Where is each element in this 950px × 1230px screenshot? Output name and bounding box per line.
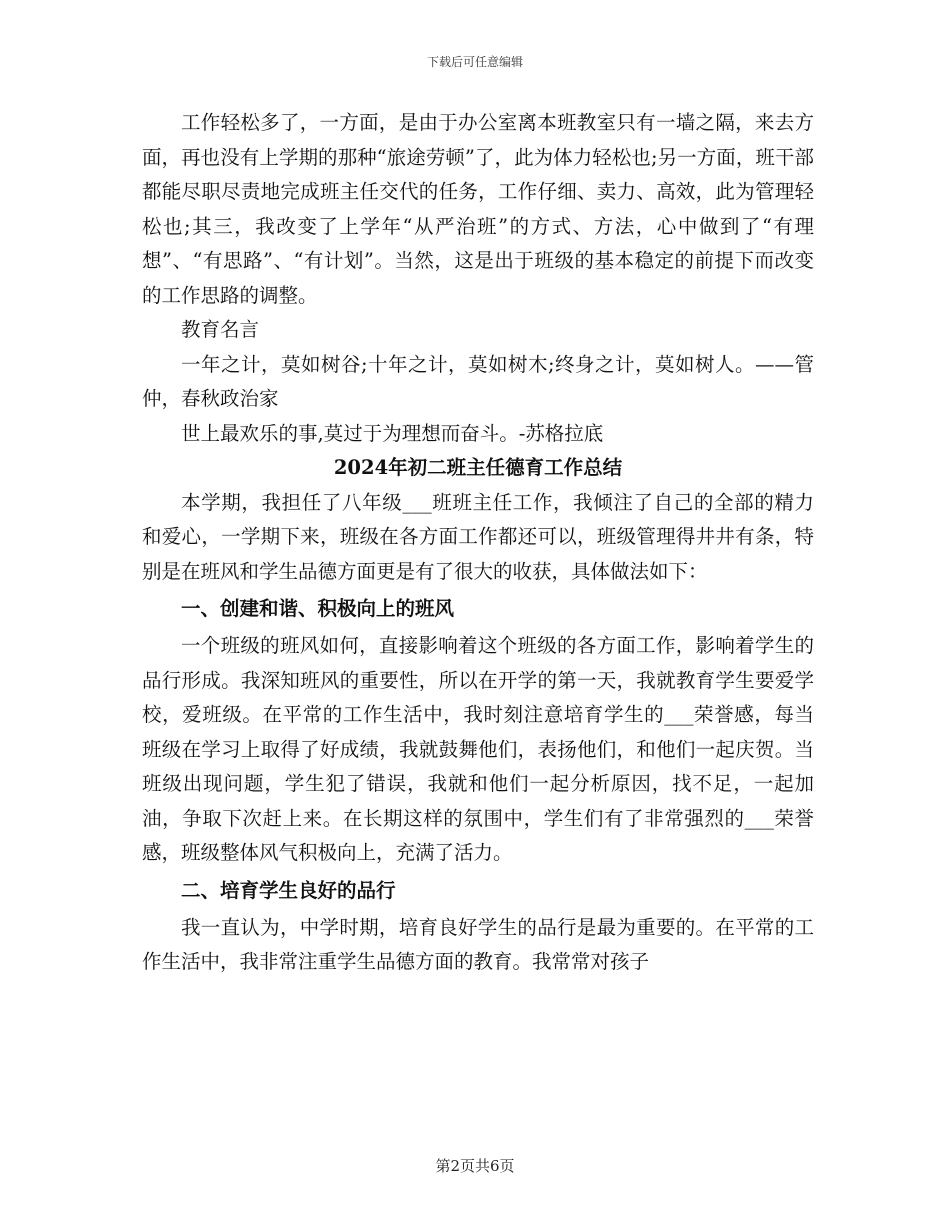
document-body bbox=[142, 106, 814, 980]
section-heading-class-spirit: 一、创建和谐、积极向上的班风 bbox=[181, 597, 455, 620]
paragraph-work-easier: 工作轻松多了，一方面，是由于办公室离本班教室只有一墙之隔，来去方面，再也没有上学期的那种“旅途劳顿”了，此为体力轻松也;另一方面，班干部都能尽职尽责地完成班主任交代的任务，工作仔细、卖力、高效，此为管理轻松也;其三，我改变了上学年“从严治班”的方式、方法，心中做到了“有理想”、“有思路”、“有计划”。当然，这是出于班级的基本稳定的前提下而改变的工作思路的调整。 bbox=[142, 111, 814, 307]
page-header-note: 下载后可任意编辑 bbox=[426, 55, 523, 69]
paragraph-intro: 本学期，我担任了八年级___班班主任工作，我倾注了自己的全部的精力和爱心，一学期下来，班级在各方面工作都还可以，班级管理得井井有条，特别是在班风和学生品德方面更是有了很大的收获，具体做法如下： bbox=[142, 490, 814, 583]
page-number-footer: 第2页共6页 bbox=[435, 1157, 515, 1175]
paragraph-good-conduct: 我一直认为，中学时期，培育良好学生的品行是最为重要的。在平常的工作生活中，我非常注重学生品德方面的教育。我常常对孩子 bbox=[142, 915, 814, 973]
document-title: 2024年初二班主任德育工作总结 bbox=[333, 456, 623, 479]
paragraph-class-spirit: 一个班级的班风如何，直接影响着这个班级的各方面工作，影响着学生的品行形成。我深知班风的重要性，所以在开学的第一天，我就教育学生要爱学校，爱班级。在平常的工作生活中，我时刻注意培育学生的___荣誉感，每当班级在学习上取得了好成绩，我就鼓舞他们，表扬他们，和他们一起庆贺。当班级出现问题，学生犯了错误，我就和他们一起分析原因，找不足，一起加油，争取下次赶上来。在长期这样的氛围中，学生们有了非常强烈的___荣誉感，班级整体风气积极向上，充满了活力。 bbox=[142, 634, 814, 864]
quote-section-heading: 教育名言 bbox=[181, 318, 260, 341]
quote-socrates: 世上最欢乐的事,莫过于为理想而奋斗。-苏格拉底 bbox=[181, 421, 604, 445]
quote-guanzhong: 一年之计，莫如树谷;十年之计，莫如树木;终身之计，莫如树人。——管仲，春秋政治家 bbox=[142, 352, 814, 410]
section-heading-good-conduct: 二、培育学生良好的品行 bbox=[181, 878, 396, 902]
